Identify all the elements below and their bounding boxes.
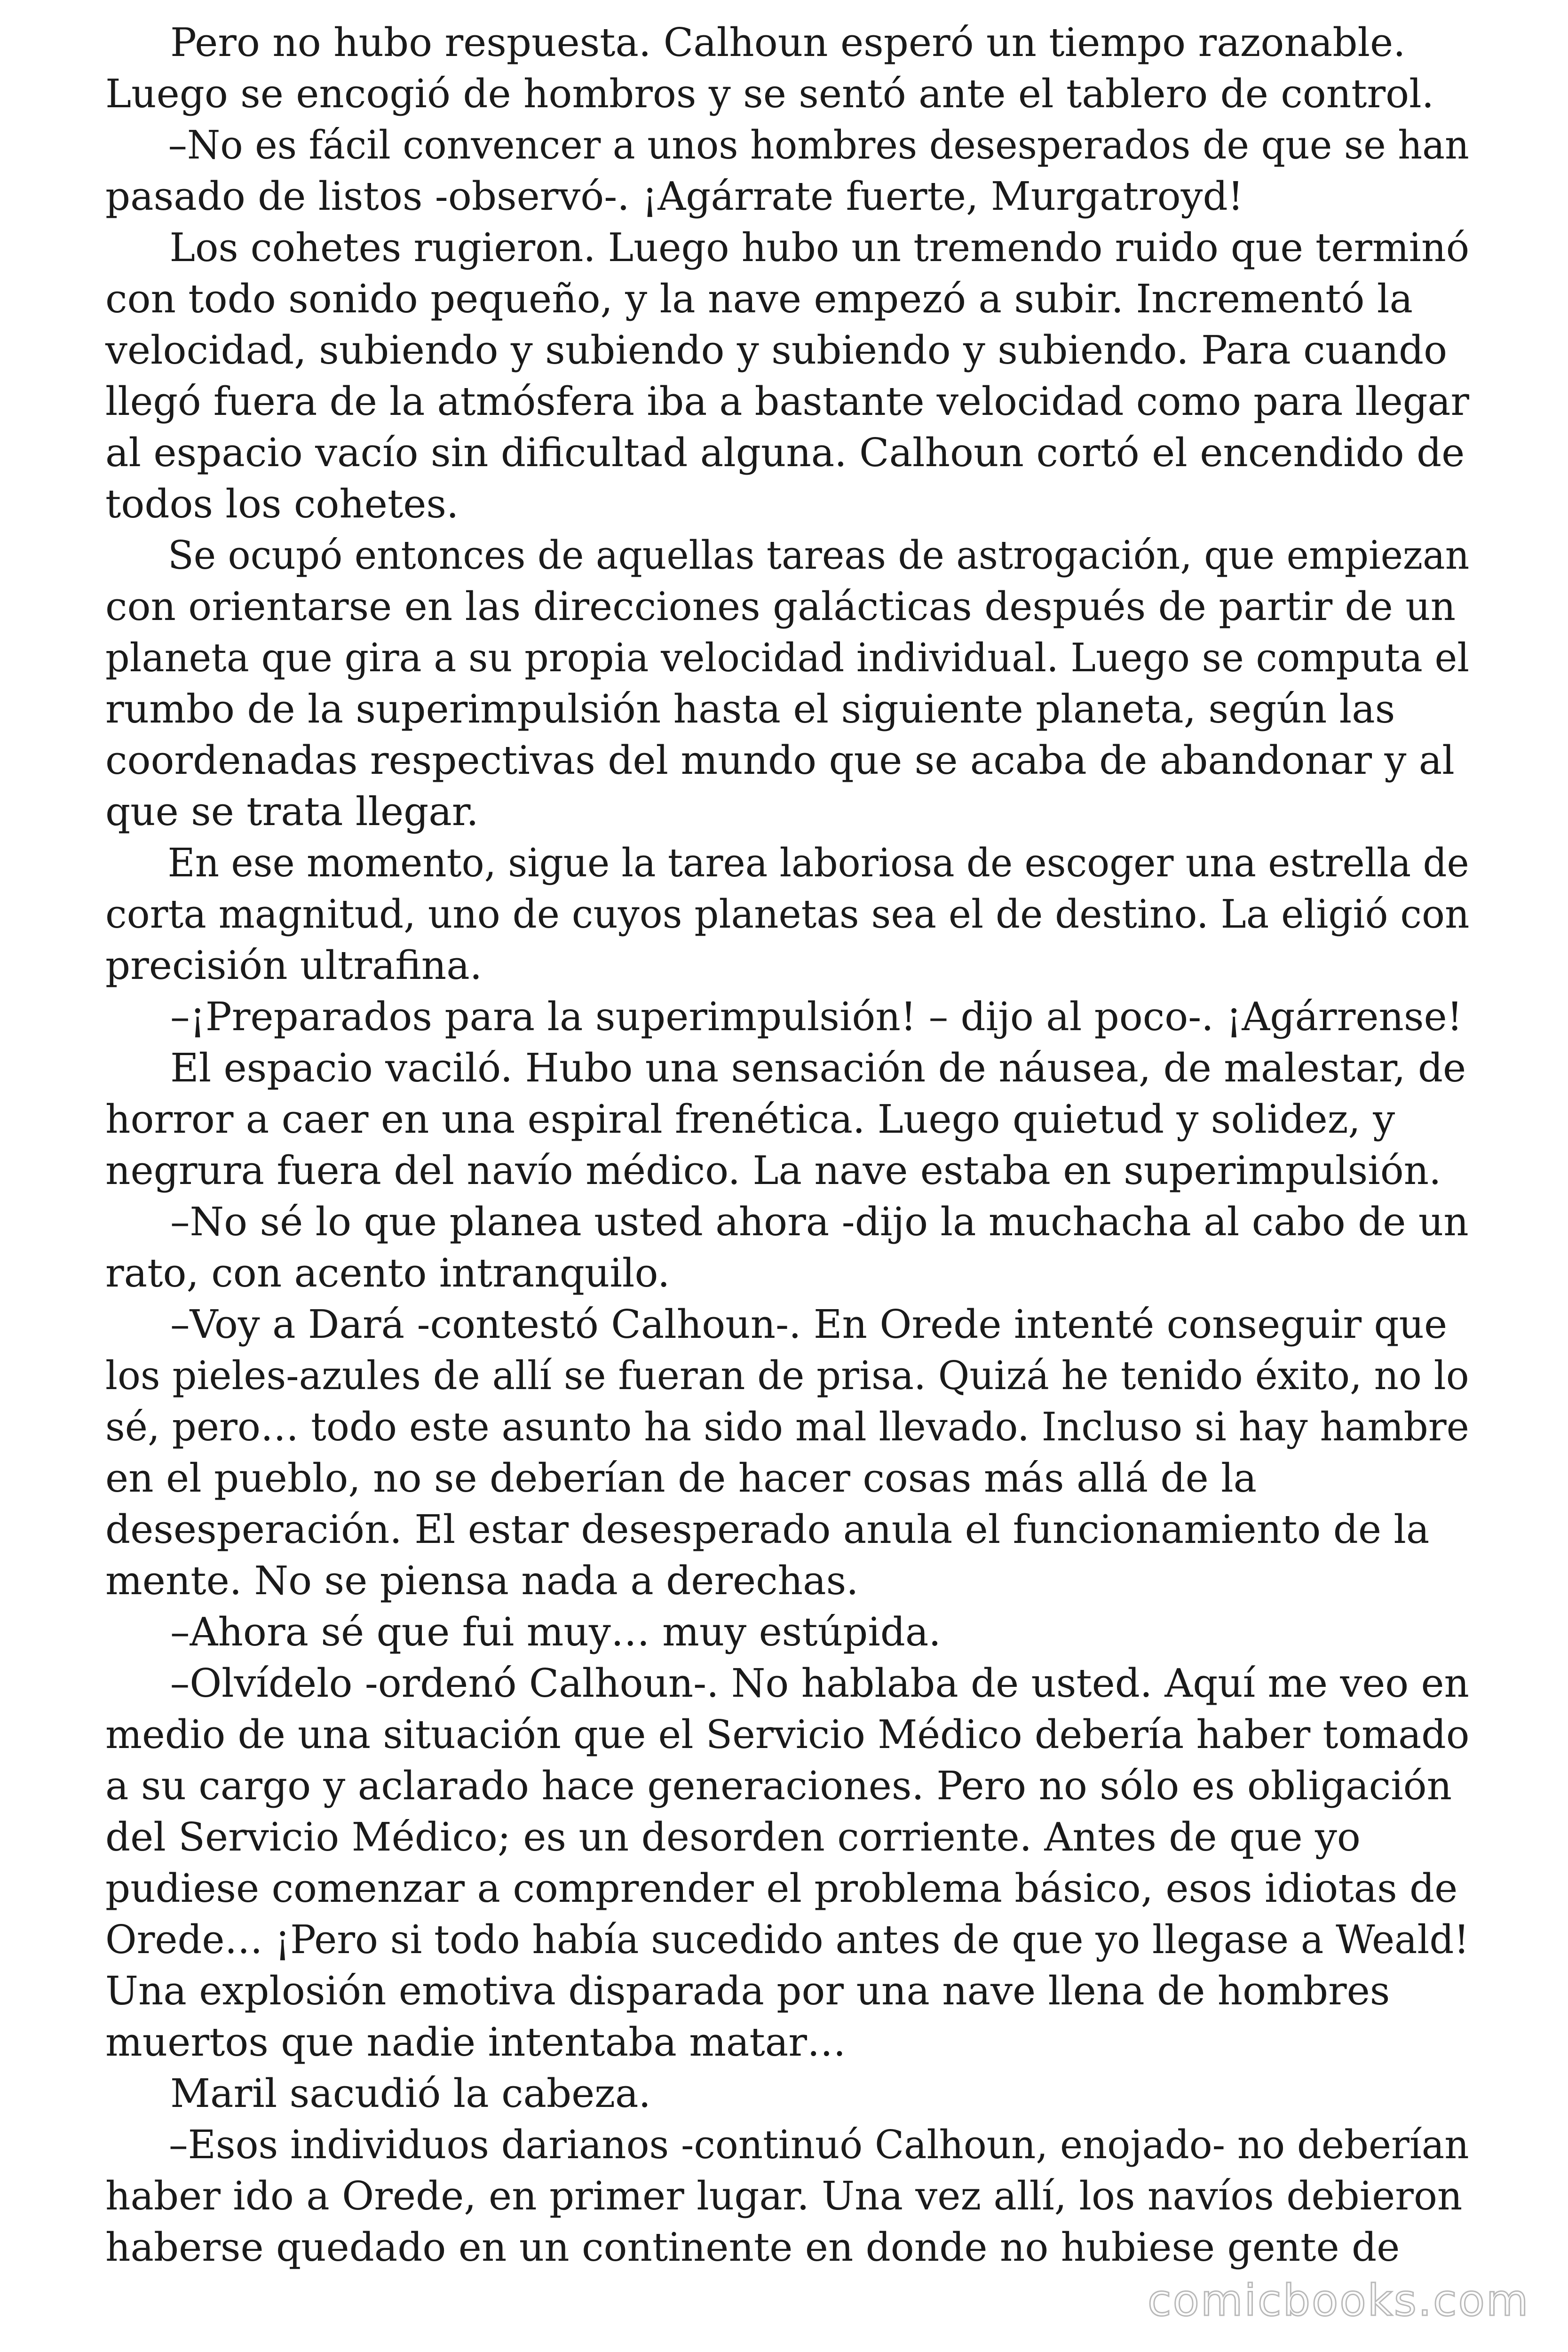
paragraph — [105, 837, 1469, 991]
text-line: muertos que nadie intentaba matar… — [105, 2019, 846, 2065]
text-line: al espacio vacío sin dificultad alguna. Calhoun cortó el encendido de — [105, 430, 1465, 476]
paragraph — [105, 2119, 1469, 2273]
paragraph — [105, 1658, 1469, 2068]
paragraph — [105, 1299, 1469, 1606]
text-line: en el pueblo, no se deberían de hacer cosas más allá de la — [105, 1455, 1257, 1501]
text-line: Se ocupó entonces de aquellas tareas de astrogación, que empiezan — [167, 532, 1470, 578]
text-line: coordenadas respectivas del mundo que se acaba de abandonar y al — [105, 738, 1455, 783]
text-line: mente. No se piensa nada a derechas. — [105, 1558, 859, 1604]
text-line: –No sé lo que planea usted ahora -dijo la muchacha al cabo de un — [170, 1199, 1469, 1245]
text-line: del Servicio Médico; es un desorden corriente. Antes de que yo — [105, 1814, 1361, 1860]
text-line: –Olvídelo -ordenó Calhoun-. No hablaba de usted. Aquí me veo en — [170, 1661, 1469, 1706]
text-line: precisión ultrafina. — [105, 943, 483, 988]
text-line: a su cargo y aclarado hace generaciones. Pero no sólo es obligación — [105, 1763, 1452, 1809]
watermark: comicbooks.com — [1148, 2275, 1530, 2326]
text-line: planeta que gira a su propia velocidad individual. Luego se computa el — [105, 635, 1470, 681]
text-line: todos los cohetes. — [105, 481, 459, 527]
text-line: Los cohetes rugieron. Luego hubo un tremendo ruido que terminó — [169, 225, 1470, 270]
paragraph — [105, 1606, 1469, 1658]
text-line: con todo sonido pequeño, y la nave empezó a subir. Incrementó la — [105, 276, 1413, 322]
text-line: El espacio vaciló. Hubo una sensación de náusea, de malestar, de — [170, 1045, 1466, 1091]
text-line: velocidad, subiendo y subiendo y subiendo y subiendo. Para cuando — [105, 327, 1448, 373]
text-line: desesperación. El estar desesperado anula el funcionamiento de la — [105, 1507, 1430, 1552]
text-line: pasado de listos -observó-. ¡Agárrate fuerte, Murgatroyd! — [105, 174, 1243, 219]
text-line: –Ahora sé que fui muy… muy estúpida. — [170, 1609, 941, 1655]
paragraph — [105, 119, 1469, 222]
text-line: haberse quedado en un continente en donde no hubiese gente de — [105, 2225, 1400, 2270]
paragraph — [105, 1196, 1469, 1299]
text-line: sé, pero… todo este asunto ha sido mal llevado. Incluso si hay hambre — [105, 1404, 1469, 1450]
text-line: –No es fácil convencer a unos hombres desesperados de que se han — [168, 122, 1469, 168]
text-line: rumbo de la superimpulsión hasta el siguiente planeta, según las — [105, 686, 1395, 732]
text-line: corta magnitud, uno de cuyos planetas sea el de destino. La eligió con — [105, 891, 1470, 937]
text-line: Maril sacudió la cabeza. — [170, 2071, 651, 2116]
paragraph — [105, 530, 1469, 837]
text-line: –¡Preparados para la superimpulsión! – dijo al poco-. ¡Agárrense! — [170, 994, 1463, 1040]
text-line: horror a caer en una espiral frenética. Luego quietud y solidez, y — [105, 1097, 1395, 1142]
text-line: –Esos individuos darianos -continuó Calhoun, enojado- no deberían — [169, 2122, 1469, 2168]
paragraph — [105, 17, 1469, 119]
text-line: pudiese comenzar a comprender el problema básico, esos idiotas de — [105, 1866, 1458, 1911]
paragraph — [105, 1042, 1469, 1196]
text-line: rato, con acento intranquilo. — [105, 1250, 670, 1296]
body-text — [105, 17, 1469, 2273]
text-line: Una explosión emotiva disparada por una nave llena de hombres — [105, 1968, 1390, 2014]
text-line: Orede… ¡Pero si todo había sucedido antes de que yo llegase a Weald! — [105, 1917, 1470, 1963]
text-line: llegó fuera de la atmósfera iba a bastante velocidad como para llegar — [105, 379, 1469, 424]
text-line: haber ido a Orede, en primer lugar. Una vez allí, los navíos debieron — [105, 2173, 1463, 2219]
text-line: que se trata llegar. — [105, 789, 479, 834]
text-line: medio de una situación que el Servicio Médico debería haber tomado — [105, 1712, 1470, 1757]
text-line: Luego se encogió de hombros y se sentó ante el tablero de control. — [105, 71, 1434, 117]
text-line: En ese momento, sigue la tarea laboriosa de escoger una estrella de — [167, 840, 1469, 886]
paragraph — [105, 2068, 1469, 2119]
paragraph — [105, 222, 1469, 530]
text-line: negrura fuera del navío médico. La nave estaba en superimpulsión. — [105, 1148, 1441, 1193]
text-line: Pero no hubo respuesta. Calhoun esperó un tiempo razonable. — [170, 20, 1406, 65]
text-line: –Voy a Dará -contestó Calhoun-. En Orede intenté conseguir que — [170, 1302, 1448, 1347]
text-line: los pieles-azules de allí se fueran de prisa. Quizá he tenido éxito, no lo — [105, 1353, 1469, 1398]
text-line: con orientarse en las direcciones galácticas después de partir de un — [105, 584, 1456, 629]
paragraph — [105, 991, 1469, 1042]
